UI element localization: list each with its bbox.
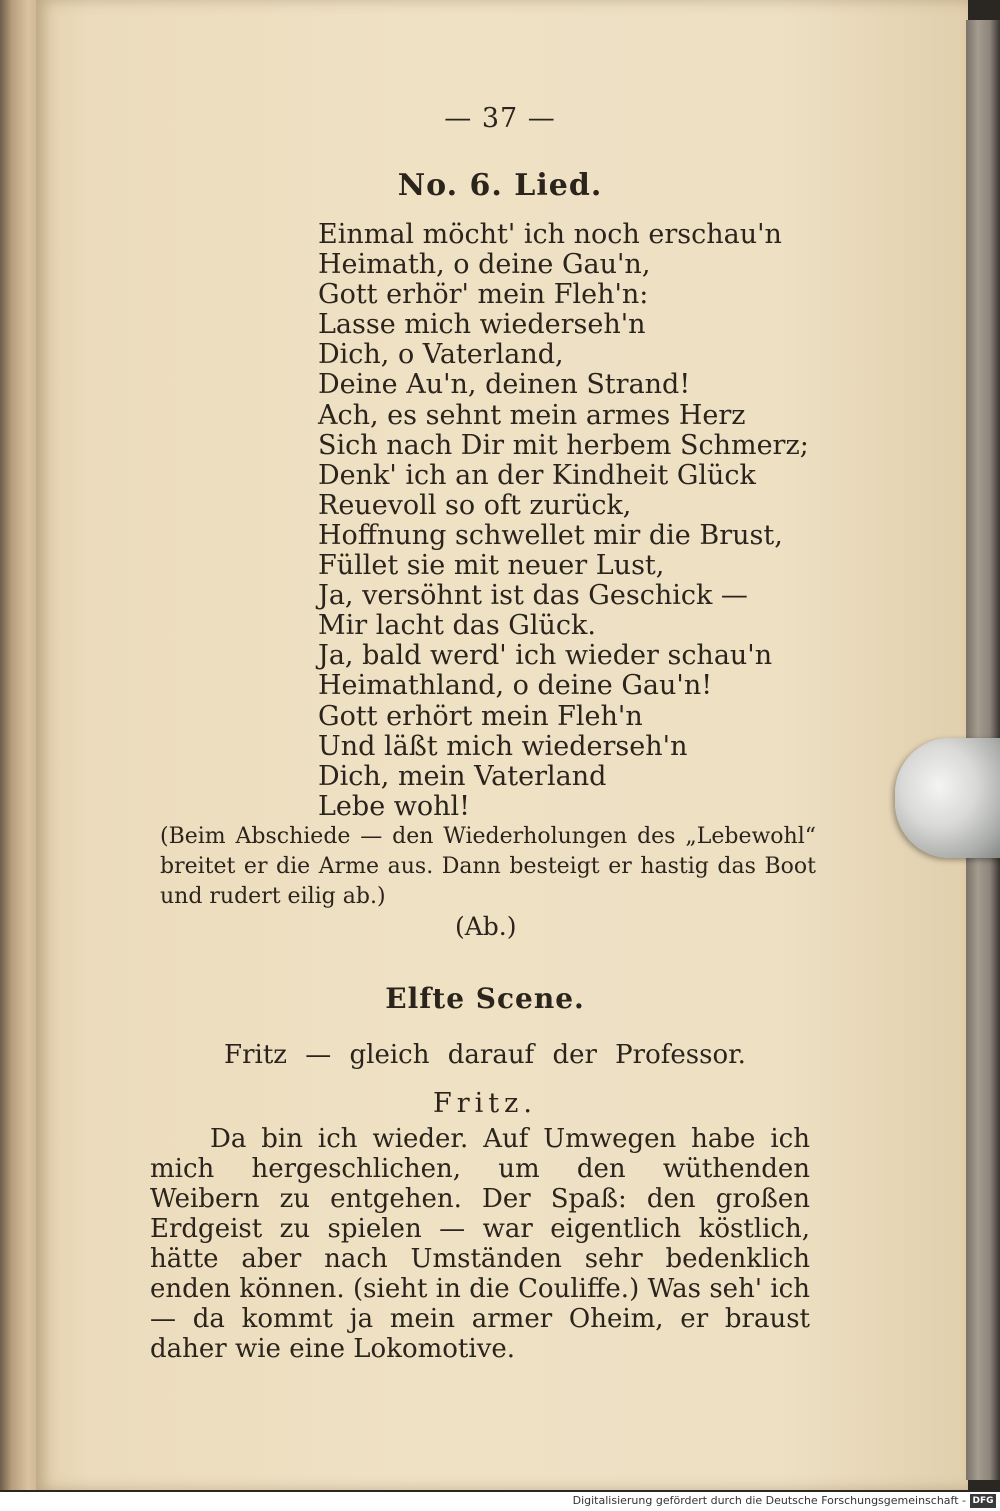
exit-direction: (Ab.): [455, 912, 517, 941]
verse-line: Und läßt mich wiederseh'n: [318, 730, 688, 762]
verse-line: Mir lacht das Glück.: [318, 610, 596, 642]
verse-line: Denk' ich an der Kindheit Glück: [318, 459, 756, 491]
verse-line: Einmal möcht' ich noch erschau'n: [318, 219, 782, 250]
verse-line: Heimath, o deine Gau'n,: [318, 249, 651, 281]
dfg-logo-icon: DFG: [970, 1494, 996, 1508]
stage-direction: (Beim Abschiede — den Wiederholungen des „Lebewohl“ breitet er die Arme aus. Dann besteigt er hastig das Boot und rudert eilig ab.): [160, 824, 816, 909]
scene-cast: Fritz — gleich darauf der Professor.: [224, 1040, 746, 1070]
song-title: No. 6. Lied.: [397, 168, 603, 203]
verse-line: Gott erhör' mein Fleh'n:: [318, 279, 649, 311]
funding-credit: Digitalisierung gefördert durch die Deutsche Forschungsgemeinschaft -: [572, 1494, 966, 1507]
verse-line: Ach, es sehnt mein armes Herz: [318, 399, 746, 431]
verse-line: Ja, bald werd' ich wieder schau'n: [318, 640, 773, 672]
verse-line: Lebe wohl!: [318, 790, 470, 822]
verse-line: Dich, o Vaterland,: [318, 339, 564, 371]
verse-line: Sich nach Dir mit herbem Schmerz;: [318, 429, 809, 461]
page-holder-clip: [895, 738, 1000, 858]
scene-title: Elfte Scene.: [385, 982, 585, 1015]
book-gutter: [0, 0, 40, 1490]
verse-line: Ja, versöhnt ist das Geschick —: [318, 580, 748, 612]
verse-line: Lasse mich wiederseh'n: [318, 309, 646, 341]
verse-line: Reuevoll so oft zurück,: [318, 489, 632, 521]
verse-line: Deine Au'n, deinen Strand!: [318, 369, 691, 401]
verse-line: Füllet sie mit neuer Lust,: [318, 550, 665, 582]
footer-bar: [0, 1492, 1000, 1511]
dialogue-text: Da bin ich wieder. Auf Umwegen habe ich mich hergeschlichen, um den wüthenden Weibern zu entgehen. Der Spaß: den großen Erdgeist zu spielen — war eigentlich köstlich, hätte aber nach Umständen sehr bedenklich enden können. (sieht in die Couliffe.) Was seh' ich — da kommt ja mein armer Oheim, er braust daher wie eine Lokomotive.: [150, 1124, 810, 1364]
page-number: — 37 —: [444, 103, 556, 134]
speaker-name: Fritz.: [433, 1088, 537, 1119]
verse-line: Heimathland, o deine Gau'n!: [318, 670, 713, 702]
verse-line: Hoffnung schwellet mir die Brust,: [318, 519, 783, 551]
verse-line: Dich, mein Vaterland: [318, 760, 607, 792]
song-verse: [318, 220, 838, 822]
verse-line: Gott erhört mein Fleh'n: [318, 700, 643, 732]
